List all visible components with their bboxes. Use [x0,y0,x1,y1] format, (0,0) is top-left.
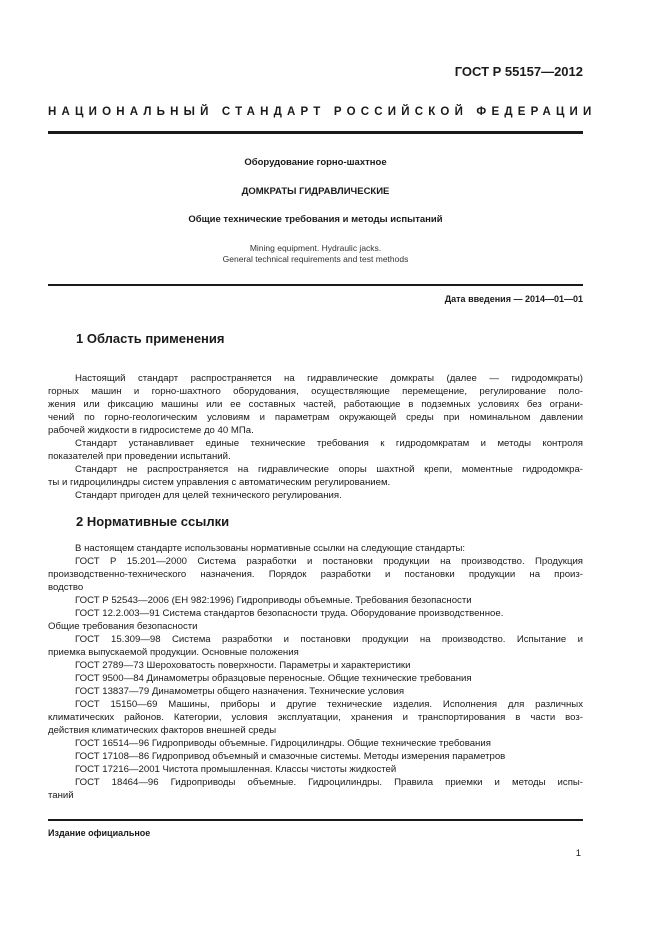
reference-line: ГОСТ 15150—69 Машины, приборы и другие технические изделия. Исполнения для различных [75,699,583,710]
footer-rule [48,819,583,821]
reference-line: водство [48,582,84,593]
reference-line: ГОСТ 18464—96 Гидроприводы объемные. Гидроцилиндры. Правила приемки и методы испы- [75,777,583,788]
effective-date: Дата введения — 2014—01—01 [444,294,583,304]
document-subtitle: Общие технические требования и методы испытаний [188,214,443,225]
reference-line: действия климатических факторов внешней среды [48,725,277,736]
paragraph-line: Настоящий стандарт распространяется на гидравлические домкраты (далее — гидродомкраты) [75,373,583,384]
document-title: ДОМКРАТЫ ГИДРАВЛИЧЕСКИЕ [241,186,390,197]
document-subject: Оборудование горно-шахтное [244,157,387,168]
paragraph-line: чений по горно-геологическим условиям и параметрам окружающей среды при номинальном давлении [48,412,583,423]
reference-line: ГОСТ Р 15.201—2000 Система разработки и постановки продукции на производство. Продукция [75,556,583,567]
paragraph-line: рабочей жидкости в гидросистеме до 40 МПа. [48,425,254,436]
reference-line: В настоящем стандарте использованы нормативные ссылки на следующие стандарты: [75,543,466,554]
paragraph-line: горных машин и горно-шахтного оборудования, осуществляющие перемещение, регулирование поло- [48,386,583,397]
reference-line: ГОСТ 15.309—98 Система разработки и постановки продукции на производство. Испытание и [75,634,583,645]
section-heading-scope: 1 Область применения [76,331,225,346]
standard-banner: НАЦИОНАЛЬНЫЙ СТАНДАРТ РОССИЙСКОЙ ФЕДЕРАЦИИ [48,106,597,118]
reference-line: ГОСТ 16514—96 Гидроприводы объемные. Гидроцилиндры. Общие технические требования [75,738,491,749]
section-heading-references: 2 Нормативные ссылки [76,514,230,529]
english-title-line-2: General technical requirements and test methods [222,254,409,264]
reference-line: приемка выпускаемой продукции. Основные положения [48,647,299,658]
title-rule [48,284,583,286]
paragraph-line: показателей при проведении испытаний. [48,451,231,462]
reference-line: производственно-технического назначения. Порядок разработки и постановки продукции на произ- [48,569,583,580]
reference-line: ГОСТ 9500—84 Динамометры образцовые переносные. Общие технические требования [75,673,472,684]
reference-line: ГОСТ 12.2.003—91 Система стандартов безопасности труда. Оборудование производственное. [75,608,504,619]
paragraph-line: Стандарт устанавливает единые технические требования к гидродомкратам и методы контроля [75,438,583,449]
paragraph-line: Стандарт не распространяется на гидравлические опоры шахтной крепи, моментные гидродомкра- [75,464,583,475]
reference-line: ГОСТ Р 52543—2006 (ЕН 982:1996) Гидроприводы объемные. Требования безопасности [75,595,472,606]
paragraph-line: жения или фиксацию машины или ее составных частей, работающие в подземных условиях без ограни- [48,399,583,410]
official-edition-label: Издание официальное [48,828,151,838]
header-rule [48,131,583,134]
paragraph-line: ты и гидроцилиндры систем управления с автоматическим регулированием. [48,477,391,488]
english-title-line-1: Mining equipment. Hydraulic jacks. [249,243,382,253]
reference-line: ГОСТ 17108—86 Гидропривод объемный и смазочные системы. Методы измерения параметров [75,751,506,762]
reference-line: климатических районов. Категории, условия эксплуатации, хранения и транспортирования в части воз- [48,712,583,723]
reference-line: ГОСТ 13837—79 Динамометры общего назначения. Технические условия [75,686,405,697]
reference-line: ГОСТ 17216—2001 Чистота промышленная. Классы чистоты жидкостей [75,764,397,775]
reference-line: Общие требования безопасности [48,621,198,632]
paragraph-line: Стандарт пригоден для целей технического регулирования. [75,490,342,501]
document-code: ГОСТ Р 55157—2012 [454,64,583,79]
reference-line: таний [48,790,74,801]
reference-line: ГОСТ 2789—73 Шероховатость поверхности. Параметры и характеристики [75,660,411,671]
page-number: 1 [575,848,581,859]
